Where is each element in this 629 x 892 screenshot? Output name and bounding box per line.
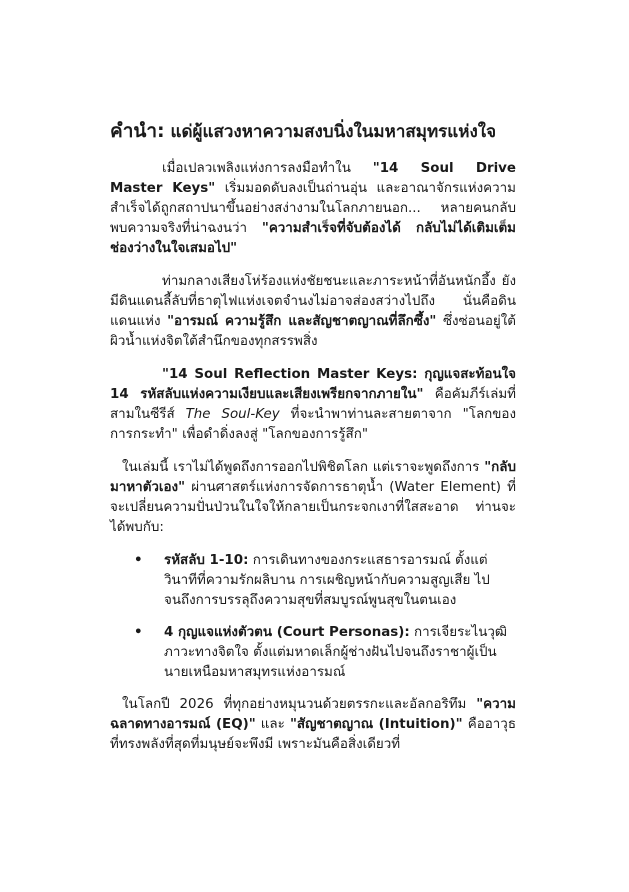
bold-quote-run: "ความสำเร็จที่จับต้องได้ กลับไม่ได้เติมเต็มช่องว่างในใจเสมอไป"	[110, 221, 516, 256]
text-run: ซึ่งซ่อนอยู่ใต้ผิวน้ำแห่งจิตใต้สำนึกของทุกสรรพสิ่ง	[110, 314, 517, 349]
list-item	[110, 623, 516, 683]
paragraph-closing	[110, 695, 516, 755]
list-item-text: การเจียระไนวุฒิภาวะทางจิตใจ ตั้งแต่มหาดเล็กผู้ช่างฝันไปจนถึงราชาผู้เป็นนายเหนือมหาสมุทรแห่งอารมณ์	[164, 625, 507, 680]
bold-title-run: "14 Soul Reflection Master Keys: กุญแจสะท้อนใจ 14 รหัสลับแห่งความเงียบและเสียงเพรียกจากภายใน"	[110, 367, 516, 402]
preface-heading	[110, 120, 516, 143]
paragraph-intro	[110, 159, 516, 259]
paragraph-book-intro	[110, 365, 516, 445]
bold-quote-run: "ความฉลาดทางอารมณ์ (EQ)"	[110, 697, 516, 732]
bold-title-run: "14 Soul Drive Master Keys"	[110, 161, 516, 196]
bold-quote-run: "อารมณ์ ความรู้สึก และสัญชาตญาณที่ลึกซึ้ง"	[167, 314, 437, 329]
bold-quote-run: "สัญชาตญาณ (Intuition)"	[289, 717, 463, 732]
bullet-icon: •	[134, 553, 143, 568]
bullet-icon: •	[134, 625, 143, 640]
paragraph-emotion-realm	[110, 272, 516, 352]
list-item-text: การเดินทางของกระแสธารอารมณ์ ตั้งแต่วินาทีที่ความรักผลิบาน การเผชิญหน้ากับความสูญเสีย ไปจนถึงการบรรลุถึงความสุขที่สมบูรณ์พูนสุขในตนเอง	[164, 553, 490, 608]
heading-subtitle: แด่ผู้แสวงหาความสงบนิ่งในมหาสมุทรแห่งใจ	[164, 122, 497, 142]
text-run: ท่ามกลางเสียงโห่ร้องแห่งชัยชนะและภาระหน้าที่อันหนักอึ้ง ยังมีดินแดนลี้ลับที่ธาตุไฟแห่งเจตจำนงไม่อาจส่องสว่างไปถึง นั่นคือดินแดนแห่ง	[110, 274, 516, 329]
text-run: ผ่านศาสตร์แห่งการจัดการธาตุน้ำ (Water Element) ที่จะเปลี่ยนความปั่นป่วนในใจให้กลายเป็นกระจกเงาที่ใสสะอาด ท่านจะได้พบกับ:	[110, 480, 516, 535]
paragraph-return-to-self	[110, 458, 516, 538]
contents-list	[110, 551, 516, 683]
text-run: คืออาวุธที่ทรงพลังที่สุดที่มนุษย์จะพึงมี เพราะมันคือสิ่งเดียวที่	[110, 717, 516, 752]
text-run: และ	[255, 717, 290, 732]
text-run: คือคัมภีร์เล่มที่สามในซีรีส์	[110, 387, 516, 422]
text-run: ที่จะนำพาท่านละสายตาจาก "โลกของการกระทำ" เพื่อดำดิ่งลงสู่ "โลกของการรู้สึก"	[110, 407, 517, 442]
heading-lead: คำนำ:	[110, 120, 165, 142]
text-run: เริ่มมอดดับลงเป็นถ่านอุ่น และอาณาจักรแห่งความสำเร็จได้ถูกสถาปนาขึ้นอย่างสง่างามในโลกภายนอก... หลายคนกลับพบความจริงที่น่าฉงนว่า	[110, 181, 516, 236]
text-run: ในเล่มนี้ เราไม่ได้พูดถึงการออกไปพิชิตโลก แต่เราจะพูดถึงการ	[122, 460, 485, 475]
italic-series-name: The Soul-Key	[185, 407, 280, 422]
list-item-title: รหัสลับ 1-10:	[164, 553, 249, 568]
text-run: ในโลกปี 2026 ที่ทุกอย่างหมุนวนด้วยตรรกะและอัลกอริทึม	[122, 697, 477, 712]
bold-quote-run: "กลับมาหาตัวเอง"	[110, 460, 516, 495]
list-item	[110, 551, 516, 611]
text-run: เมื่อเปลวเพลิงแห่งการลงมือทำใน	[162, 161, 373, 176]
list-item-title: 4 กุญแจแห่งตัวตน (Court Personas):	[164, 625, 410, 640]
